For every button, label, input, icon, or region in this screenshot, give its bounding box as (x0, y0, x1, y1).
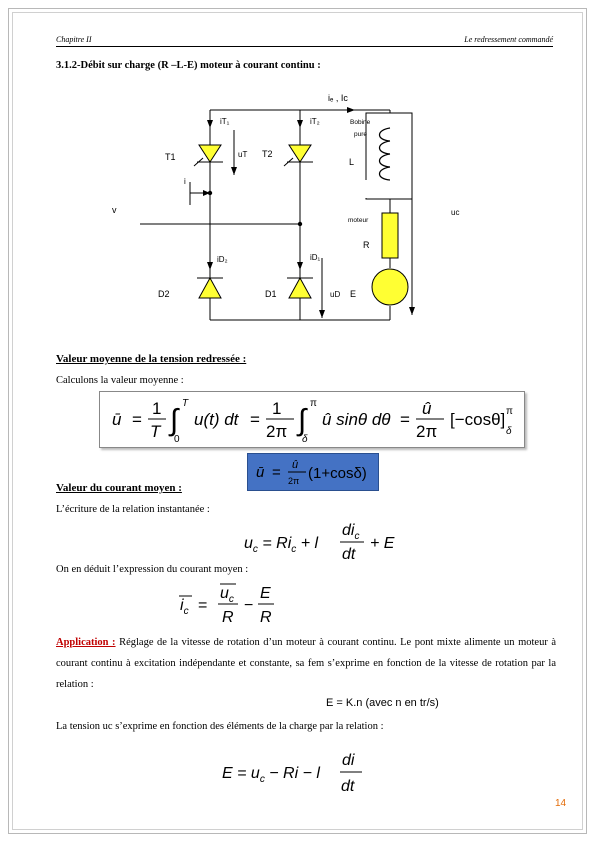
svg-text:0: 0 (174, 434, 180, 445)
id1-arrow-head (297, 262, 303, 270)
svg-text:uc: $u_c$ (220, 585, 234, 605)
ut-arrow-head (231, 167, 237, 175)
label-ut: uT (238, 150, 248, 159)
svg-text:∫: ∫ (170, 404, 179, 437)
svg-text:dt: dt (341, 778, 355, 795)
svg-text:ū: ū (256, 464, 265, 481)
label-moteur: moteur (348, 217, 369, 224)
svg-text:δ: δ (506, 426, 512, 437)
header-chapter: Chapitre II (56, 35, 92, 44)
header-title: Le redressement commandé (464, 35, 553, 44)
label-i: i (184, 177, 186, 186)
formula-mean-voltage (100, 392, 524, 447)
svg-text:R: R (260, 609, 272, 626)
svg-text:∫: ∫ (298, 404, 307, 437)
text-instant-relation: L’écriture de la relation instantanée : (56, 504, 210, 515)
label-uc: uc (451, 208, 460, 217)
result-factor: (1+cosδ) (308, 465, 367, 482)
svg-text:u(t) dt: u(t) dt (194, 410, 239, 429)
svg-text:E: E (260, 585, 271, 602)
text-tension-relation: La tension uc s’exprime en fonction des éléments de la charge par la relation : (56, 721, 384, 732)
node-right (298, 222, 302, 226)
diode-d2 (197, 278, 223, 298)
label-id1: iD₁ (310, 253, 321, 262)
heading-mean-voltage: Valeur moyenne de la tension redressée : (56, 353, 247, 365)
label-ic: iₑ , Ic (328, 93, 348, 103)
svg-text:2π: 2π (288, 476, 300, 486)
svg-text:û: û (292, 459, 299, 471)
svg-text:di: di (342, 752, 355, 769)
svg-text:dt: dt (342, 546, 356, 563)
svg-text:π: π (310, 398, 317, 409)
svg-text:−: − (244, 597, 254, 614)
thyristor-t2 (284, 145, 313, 166)
it1-arrow-head (207, 120, 213, 128)
text-current-deduction: On en déduit l’expression du courant moyen : (56, 564, 249, 575)
label-it1: iT₁ (220, 117, 230, 126)
label-r: R (363, 240, 370, 250)
uc-arrow-head (409, 307, 415, 315)
label-t2: T2 (262, 149, 273, 159)
svg-text:û sinθ dθ: û sinθ dθ (322, 410, 391, 429)
svg-text:T: T (150, 422, 161, 441)
ic-arrow-head (347, 107, 355, 113)
svg-text:=: = (250, 410, 260, 429)
svg-text:δ: δ (302, 434, 308, 445)
label-l: L (349, 157, 355, 167)
svg-text:=: = (198, 597, 208, 614)
label-id2: iD₂ (217, 255, 228, 264)
formula-mean-current (176, 578, 286, 628)
section-title: 3.1.2-Débit sur charge (R –L-E) moteur à courant continu : (56, 60, 321, 71)
label-ud: uD (330, 290, 341, 299)
label-d2: D2 (158, 289, 170, 299)
circuit-diagram (100, 88, 460, 328)
label-e: E (350, 289, 357, 299)
label-t1: T1 (165, 152, 176, 162)
formula-result (248, 454, 378, 490)
formula-tension (218, 748, 378, 800)
svg-text:û: û (422, 399, 432, 418)
svg-text:E = uc − Ri − l: $E = u_c - Ri - l$ (222, 765, 320, 785)
application-label: Application : (56, 637, 116, 648)
svg-text:=: = (400, 410, 410, 429)
svg-text:=: = (272, 464, 281, 481)
label-v: v (112, 205, 117, 215)
relation-e-kn: E = K.n (avec n en tr/s) (326, 697, 439, 709)
motor-circle (372, 269, 408, 305)
coil-label-mask (364, 180, 386, 198)
svg-text:π: π (506, 406, 513, 417)
svg-text:2π: 2π (266, 422, 288, 441)
node-left (208, 191, 212, 195)
label-it2: iT₂ (310, 117, 320, 126)
svg-text:ic: $i_c$ (180, 597, 189, 617)
svg-text:2π: 2π (416, 422, 438, 441)
formula-box-mean-voltage (99, 391, 525, 448)
svg-text:+ E: + E (370, 535, 395, 552)
application-text: Réglage de la vitesse de rotation d’un moteur à courant continu. Le pont mixte alimente un moteur à courant continu à excitation indépendante et constante, sa fem s’exprime en fonction de la vitesse de rotation par la relation : (56, 637, 557, 690)
application-paragraph (56, 632, 556, 695)
id2-arrow-head (207, 262, 213, 270)
diode-d1 (287, 278, 313, 298)
thyristor-t1 (194, 145, 223, 166)
label-d1: D1 (265, 289, 277, 299)
svg-text:=: = (132, 410, 142, 429)
formula-instant-relation (240, 518, 410, 564)
svg-text:1: 1 (272, 399, 282, 418)
heading-mean-current: Valeur du courant moyen : (56, 482, 182, 494)
page-number: 14 (555, 798, 567, 809)
svg-text:R: R (222, 609, 234, 626)
text-mean-voltage-intro: Calculons la valeur moyenne : (56, 375, 184, 386)
resistor (382, 213, 398, 258)
it2-arrow-head (297, 120, 303, 128)
svg-text:ū: ū (112, 410, 122, 429)
svg-text:dic: $di_c$ (342, 522, 360, 542)
svg-text:uc = Ric + l: $u_c = Ri_c + l$ (244, 535, 319, 555)
ud-arrow-head (319, 310, 325, 318)
svg-text:T: T (182, 398, 189, 409)
svg-text:[−cosθ]: [−cosθ] (450, 410, 506, 429)
header-rule (56, 46, 553, 47)
label-pure: pure (354, 131, 368, 138)
label-bobine: Bobine (350, 119, 371, 126)
formula-box-result (247, 453, 379, 491)
svg-text:1: 1 (152, 399, 162, 418)
